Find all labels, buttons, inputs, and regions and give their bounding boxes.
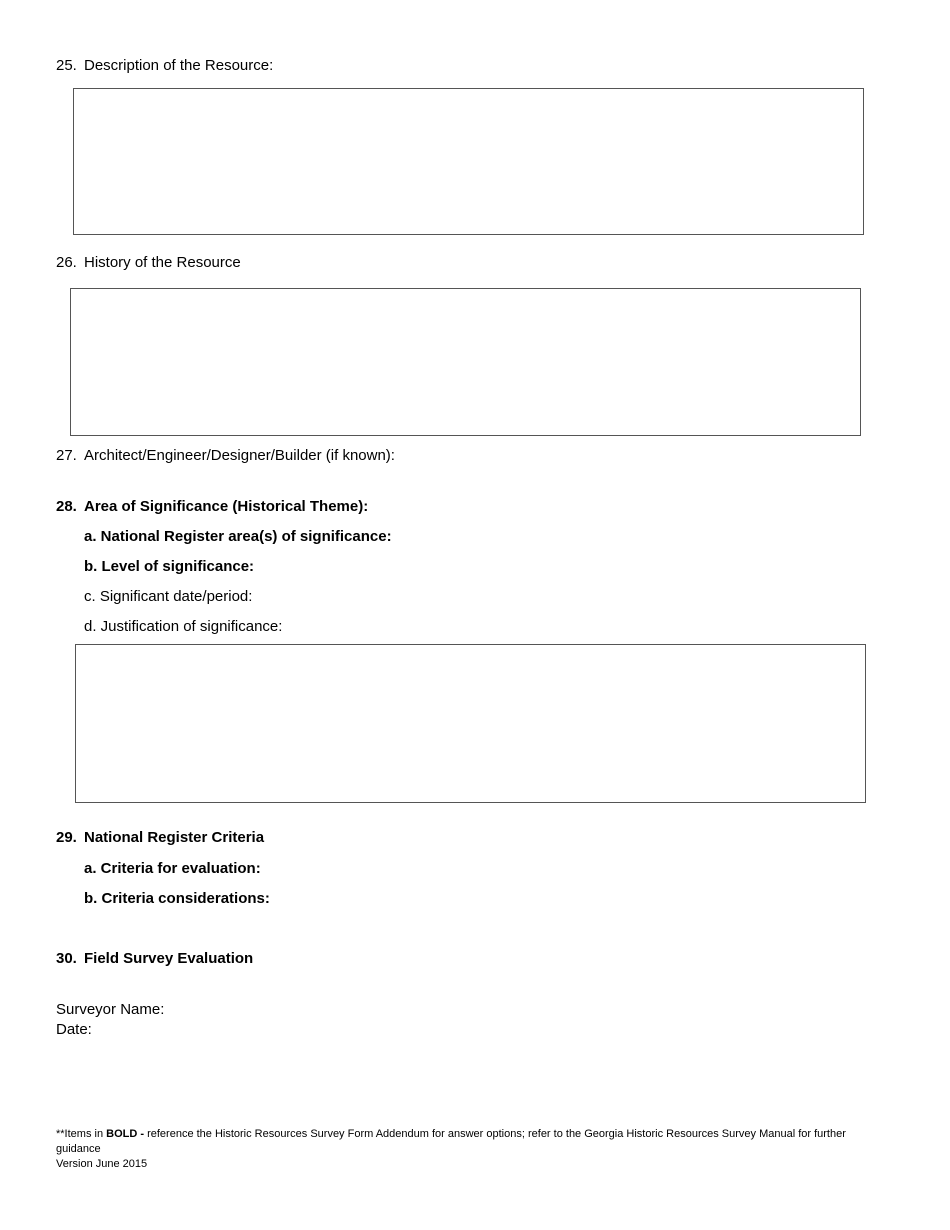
question-number: 27. — [56, 447, 77, 464]
question-label: National Register Criteria — [84, 829, 265, 846]
history-textarea[interactable] — [70, 288, 861, 436]
date-label: Date: — [56, 1021, 92, 1038]
footer-prefix: **Items in — [56, 1128, 107, 1140]
question-number: 29. — [56, 829, 77, 846]
question-28 — [56, 498, 368, 516]
question-26 — [56, 254, 241, 272]
question-label: Area of Significance (Historical Theme): — [84, 498, 369, 515]
question-label: History of the Resource — [84, 254, 241, 271]
question-number: 25. — [56, 57, 77, 74]
question-label: Description of the Resource: — [84, 57, 274, 74]
question-number: 30. — [56, 950, 77, 967]
footer-rest: reference the Historic Resources Survey Form Addendum for answer options; refer to the Georgia Historic Resources Survey Manual for further guidance — [56, 1128, 846, 1155]
footer-note — [56, 1127, 886, 1157]
q28-level-of-significance: b. Level of significance: — [84, 558, 255, 575]
question-number: 26. — [56, 254, 77, 271]
question-27 — [56, 447, 395, 465]
q29-criteria-for-evaluation: a. Criteria for evaluation: — [84, 860, 261, 877]
q28-significant-date: c. Significant date/period: — [84, 588, 253, 605]
footer-bold: BOLD - — [106, 1128, 145, 1140]
question-30 — [56, 950, 253, 968]
question-29 — [56, 829, 264, 847]
justification-textarea[interactable] — [75, 644, 866, 803]
surveyor-name-label: Surveyor Name: — [56, 1001, 165, 1018]
question-number: 28. — [56, 498, 77, 515]
question-label: Architect/Engineer/Designer/Builder (if known): — [84, 447, 395, 464]
q28-justification: d. Justification of significance: — [84, 618, 283, 635]
q29-criteria-considerations: b. Criteria considerations: — [84, 890, 270, 907]
footer-version: Version June 2015 — [56, 1158, 148, 1170]
question-label: Field Survey Evaluation — [84, 950, 254, 967]
question-25 — [56, 57, 273, 75]
q28-national-register-area: a. National Register area(s) of significance: — [84, 528, 392, 545]
description-textarea[interactable] — [73, 88, 864, 235]
